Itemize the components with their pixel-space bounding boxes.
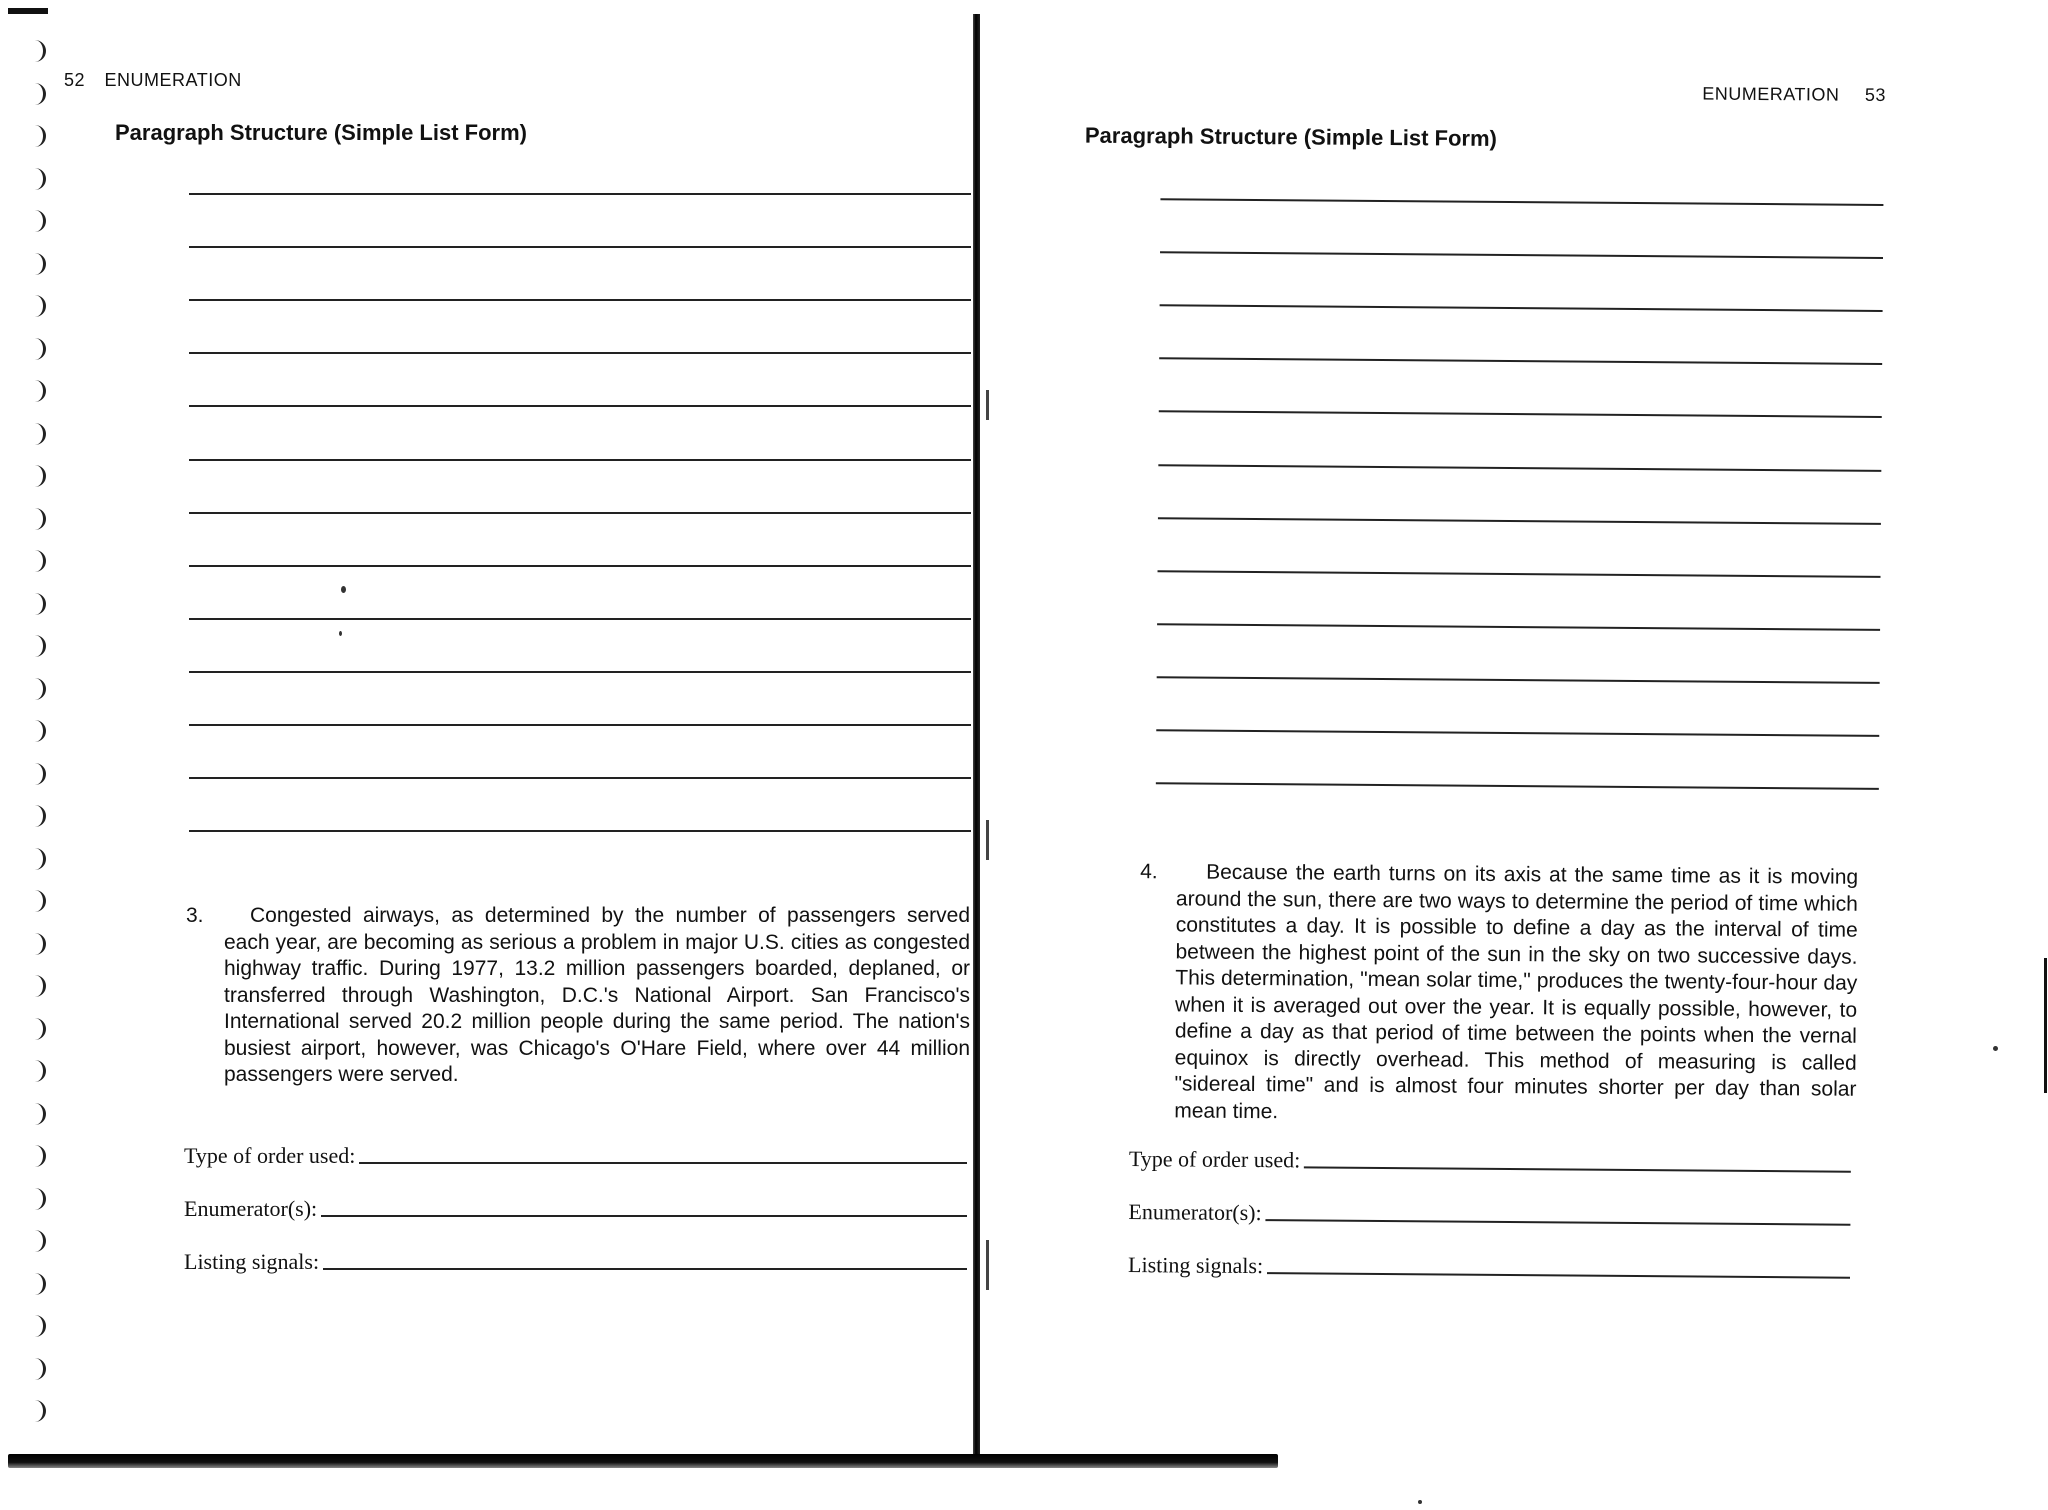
- exercise-text: Because the earth turns on its axis at the same time as it is moving around the sun, there are two ways to determine the period of time which constitutes a day. It is possible to define a day as the interval of time between the highest point of the sun in the sky on two successive days. This determination, "mean solar time," produces the twenty-four-hour day when it is averaged out over the year. It is equally possible, however, to define a day as that period of time between the points when the vernal equinox is directly overhead. This method of measuring is called "sidereal time" and is almost four minutes shorter per day than solar mean time.: [1174, 860, 1859, 1123]
- writing-line[interactable]: [1156, 782, 1879, 790]
- answer-blank[interactable]: [323, 1268, 967, 1270]
- type-of-order-label: Type of order used:: [1128, 1146, 1301, 1173]
- listing-signals-label: Listing signals:: [184, 1249, 320, 1274]
- type-of-order-field[interactable]: [184, 1143, 967, 1169]
- ink-speck: [1993, 1046, 1998, 1051]
- writing-line[interactable]: [189, 352, 971, 354]
- binding-ring: [34, 1188, 46, 1210]
- writing-line[interactable]: [189, 618, 971, 620]
- writing-line[interactable]: [1159, 358, 1882, 366]
- binding-ring: [34, 40, 46, 62]
- writing-line[interactable]: [189, 512, 971, 514]
- section-title: Paragraph Structure (Simple List Form): [1084, 122, 1497, 151]
- binding-ring: [34, 933, 46, 955]
- running-head: ENUMERATION: [104, 70, 242, 90]
- corner-mark: [8, 8, 48, 14]
- type-of-order-label: Type of order used:: [184, 1143, 356, 1168]
- binding-ring: [34, 975, 46, 997]
- binding-ring: [34, 593, 46, 615]
- answer-blank[interactable]: [1266, 1219, 1851, 1226]
- binding-ring: [34, 1145, 46, 1167]
- exercise-4: [1138, 859, 1858, 1130]
- exercise-3: [186, 903, 970, 1089]
- answer-blank[interactable]: [321, 1215, 967, 1217]
- type-of-order-field[interactable]: [1129, 1146, 1851, 1178]
- binding-ring: [34, 1230, 46, 1252]
- binding-ring: [34, 763, 46, 785]
- ink-speck: [1418, 1500, 1422, 1504]
- ink-speck: [339, 631, 342, 636]
- writing-line[interactable]: [189, 777, 971, 779]
- writing-line[interactable]: [1158, 517, 1881, 525]
- writing-line[interactable]: [189, 459, 971, 461]
- writing-line[interactable]: [1159, 411, 1882, 419]
- gutter-speck: [986, 820, 989, 860]
- writing-line[interactable]: [1160, 304, 1883, 312]
- gutter-speck: [986, 390, 989, 420]
- enumerators-field[interactable]: [1128, 1199, 1850, 1231]
- binding-ring: [34, 253, 46, 275]
- binding-ring: [34, 168, 46, 190]
- spiral-binding: [34, 40, 58, 1450]
- binding-ring: [34, 848, 46, 870]
- center-gutter: [973, 14, 980, 1462]
- binding-ring: [34, 1060, 46, 1082]
- section-title: Paragraph Structure (Simple List Form): [115, 120, 527, 145]
- page-header: [64, 70, 242, 91]
- listing-signals-label: Listing signals:: [1127, 1252, 1264, 1279]
- writing-line[interactable]: [1157, 676, 1880, 684]
- binding-ring: [34, 720, 46, 742]
- writing-lines: [1000, 0, 2020, 8]
- running-head: ENUMERATION: [1702, 83, 1840, 105]
- writing-line[interactable]: [1160, 198, 1883, 206]
- binding-ring: [34, 1315, 46, 1337]
- binding-ring: [34, 550, 46, 572]
- right-page: [989, 0, 2020, 1468]
- binding-ring: [34, 1103, 46, 1125]
- writing-line[interactable]: [189, 830, 971, 832]
- enumerators-field[interactable]: [184, 1196, 967, 1222]
- binding-ring: [34, 508, 46, 530]
- binding-ring: [34, 805, 46, 827]
- writing-line[interactable]: [1160, 251, 1883, 259]
- writing-line[interactable]: [1158, 570, 1881, 578]
- ink-speck: [341, 586, 346, 593]
- binding-ring: [34, 1273, 46, 1295]
- binding-ring: [34, 1400, 46, 1422]
- binding-ring: [34, 1018, 46, 1040]
- page-header: [1702, 84, 1886, 106]
- binding-ring: [34, 210, 46, 232]
- binding-ring: [34, 635, 46, 657]
- listing-signals-field[interactable]: [184, 1249, 967, 1275]
- writing-line[interactable]: [189, 299, 971, 301]
- exercise-number: 3.: [186, 904, 204, 927]
- enumerators-label: Enumerator(s):: [184, 1196, 318, 1221]
- answer-blank[interactable]: [359, 1162, 967, 1164]
- binding-ring: [34, 125, 46, 147]
- answer-blank[interactable]: [1304, 1166, 1851, 1172]
- writing-line[interactable]: [1157, 623, 1880, 631]
- enumerators-label: Enumerator(s):: [1128, 1199, 1262, 1226]
- binding-ring: [34, 423, 46, 445]
- right-edge-mark: [2044, 958, 2047, 1093]
- page-number: 52: [64, 70, 86, 90]
- page-number: 53: [1864, 84, 1887, 105]
- binding-ring: [34, 380, 46, 402]
- writing-line[interactable]: [1158, 464, 1881, 472]
- binding-ring: [34, 678, 46, 700]
- left-page: [60, 0, 970, 1460]
- gutter-speck: [986, 1240, 989, 1290]
- listing-signals-field[interactable]: [1128, 1252, 1850, 1284]
- writing-line[interactable]: [189, 246, 971, 248]
- binding-ring: [34, 465, 46, 487]
- writing-line[interactable]: [189, 565, 971, 567]
- writing-line[interactable]: [189, 193, 971, 195]
- answer-blank[interactable]: [1267, 1272, 1850, 1279]
- binding-ring: [34, 338, 46, 360]
- writing-line[interactable]: [189, 724, 971, 726]
- writing-line[interactable]: [189, 405, 971, 407]
- exercise-number: 4.: [1140, 860, 1158, 884]
- binding-ring: [34, 890, 46, 912]
- binding-ring: [34, 295, 46, 317]
- binding-ring: [34, 1358, 46, 1380]
- binding-ring: [34, 83, 46, 105]
- writing-line[interactable]: [1156, 729, 1879, 737]
- exercise-text: Congested airways, as determined by the number of passengers served each year, are becoming as serious a problem in major U.S. cities as congested highway traffic. During 1977, 13.2 million passengers boarded, deplaned, or transferred through Washington, D.C.'s National Airport. San Francisco's International served 20.2 million people during the same period. The nation's busiest airport, however, was Chicago's O'Hare Field, where over 44 million passengers were served.: [224, 904, 970, 1086]
- writing-line[interactable]: [189, 671, 971, 673]
